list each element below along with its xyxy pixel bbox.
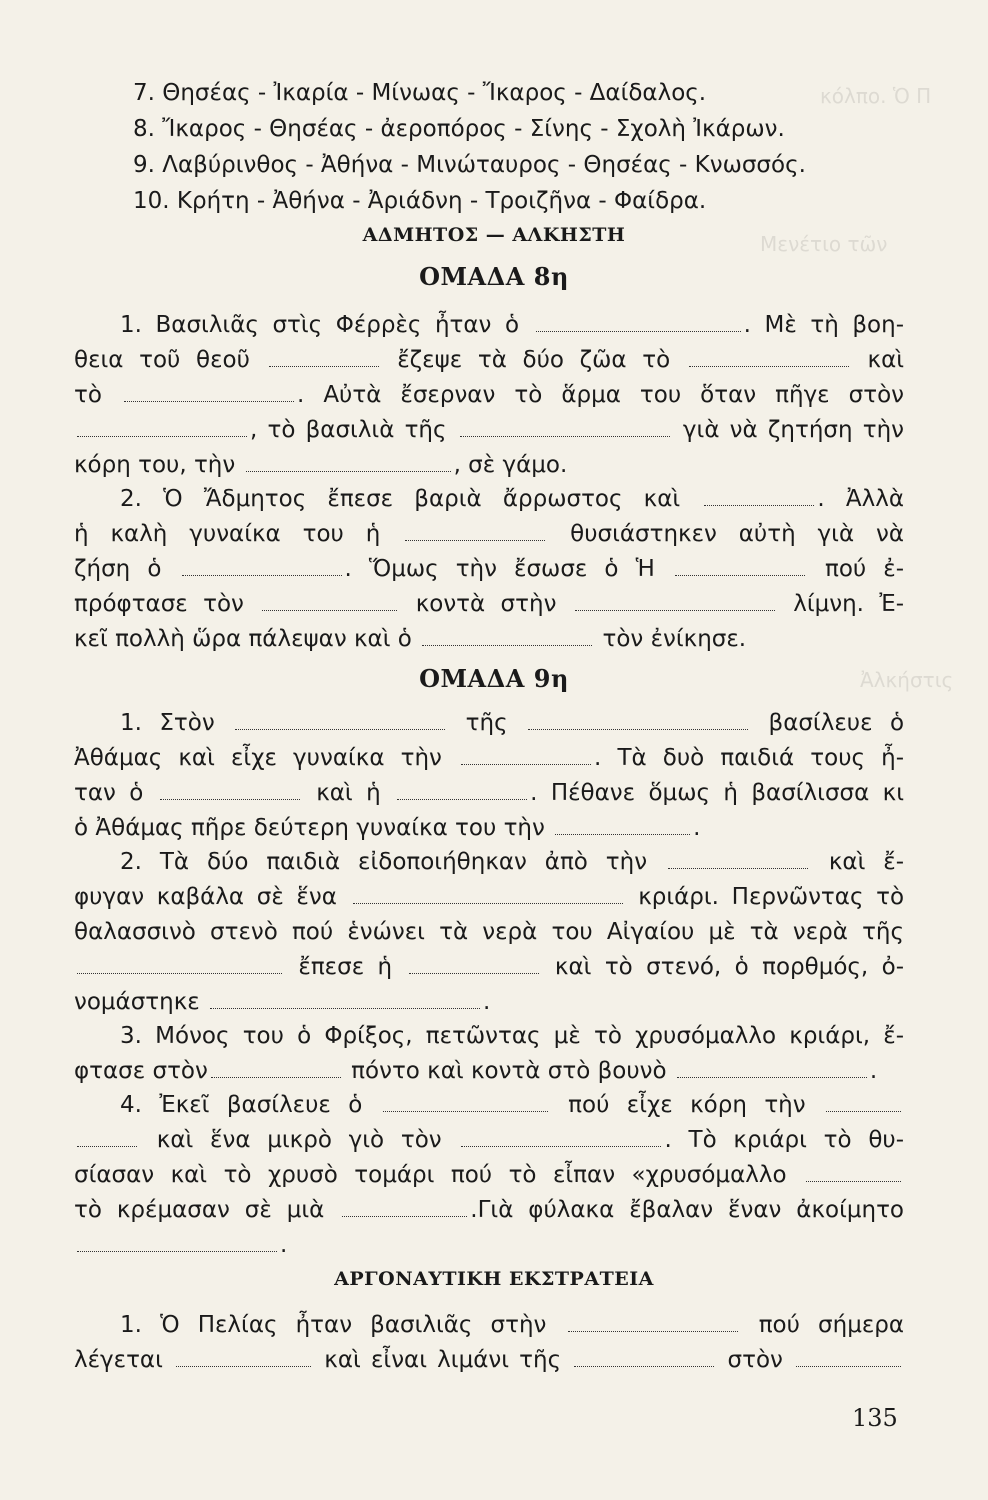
fill-in-blank[interactable]	[422, 644, 592, 646]
q9-4-line-5: .	[74, 1228, 904, 1262]
fill-in-blank[interactable]	[826, 1110, 901, 1112]
q9-1-line-2: Ἀθάμας καὶ εἶχε γυναίκα τὴν . Τὰ δυὸ παιδιά τους ἦ-	[74, 745, 905, 771]
q9-3-line-2: φτασε στὸν πόντο καὶ κοντὰ στὸ βουνὸ .	[74, 1058, 878, 1084]
fill-in-blank[interactable]	[461, 763, 591, 765]
bleed-through-text: Μενέτιο τῶν	[760, 232, 888, 256]
list-item-9: 9. Λαβύρινθος - Ἀθήνα - Μινώταυρος - Θησέας - Κνωσσός.	[133, 152, 806, 178]
list-item-8: 8. Ἴκαρος - Θησέας - ἀεροπόρος - Σίνης - Σχολὴ Ἰκάρων.	[133, 116, 785, 142]
q8-1-line-5: κόρη του, τὴν , σὲ γάμο.	[74, 452, 568, 478]
q8-2-line-3: ζήση ὁ . Ὅμως τὴν ἔσωσε ὁ Ἡ πού ἐ-	[74, 556, 905, 582]
q9-2-line-1: 2. Τὰ δύο παιδιὰ εἰδοποιήθηκαν ἀπὸ τὴν καὶ ἔ-	[120, 849, 904, 875]
fill-in-blank[interactable]	[574, 1365, 714, 1367]
fill-in-blank[interactable]	[124, 400, 294, 402]
fill-in-blank[interactable]	[536, 330, 741, 332]
q9-4-line-3: σίασαν καὶ τὸ χρυσὸ τομάρι πού τὸ εἶπαν «χρυσόμαλλο	[74, 1158, 904, 1192]
q8-2-line-4: πρόφτασε τὸν κοντὰ στὴν λίμνη. Ἐ-	[74, 591, 905, 617]
fill-in-blank[interactable]	[77, 1250, 277, 1252]
q9-2-line-5: νομάστηκε .	[74, 989, 491, 1015]
list-item-7: 7. Θησέας - Ἰκαρία - Μίνωας - Ἴκαρος - Δαίδαλος.	[133, 80, 707, 106]
q9-2-line-4: ἔπεσε ἡ καὶ τὸ στενό, ὁ πορθμός, ὀ-	[74, 950, 904, 984]
fill-in-blank[interactable]	[246, 470, 451, 472]
fill-in-blank[interactable]	[677, 1076, 867, 1078]
q9-1-line-1: 1. Στὸν τῆς βασίλευε ὁ	[120, 710, 905, 736]
fill-in-blank[interactable]	[397, 798, 527, 800]
fill-in-blank[interactable]	[77, 972, 282, 974]
fill-in-blank[interactable]	[409, 972, 539, 974]
fill-in-blank[interactable]	[176, 1365, 311, 1367]
q8-1-line-4: , τὸ βασιλιὰ τῆς γιὰ νὰ ζητήση τὴν	[74, 413, 904, 447]
fill-in-blank[interactable]	[568, 1330, 738, 1332]
fill-in-blank[interactable]	[689, 365, 849, 367]
fill-in-blank[interactable]	[460, 435, 670, 437]
q8-2-line-1: 2. Ὁ Ἄδμητος ἔπεσε βαριὰ ἄρρωστος καὶ . Ἀλλὰ	[120, 486, 904, 512]
q8-1-line-1: 1. Βασιλιᾶς στὶς Φέρρὲς ἦταν ὁ . Μὲ τὴ βοη-	[120, 312, 905, 338]
fill-in-blank[interactable]	[528, 728, 748, 730]
fill-in-blank[interactable]	[383, 1110, 548, 1112]
fill-in-blank[interactable]	[353, 902, 623, 904]
fill-in-blank[interactable]	[160, 798, 300, 800]
fill-in-blank[interactable]	[461, 1145, 661, 1147]
arg-1-line-2: λέγεται καὶ εἶναι λιμάνι τῆς στὸν	[74, 1343, 904, 1377]
fill-in-blank[interactable]	[704, 504, 814, 506]
q9-4-line-1: 4. Ἐκεῖ βασίλευε ὁ πού εἶχε κόρη τὴν	[120, 1088, 904, 1122]
fill-in-blank[interactable]	[342, 1215, 467, 1217]
fill-in-blank[interactable]	[211, 1076, 341, 1078]
fill-in-blank[interactable]	[77, 435, 247, 437]
q9-1-line-3: ταν ὁ καὶ ἡ . Πέθανε ὅμως ἡ βασίλισσα κι	[74, 780, 905, 806]
q9-3-line-1: 3. Μόνος του ὁ Φρίξος, πετῶντας μὲ τὸ χρυσόμαλλο κριάρι, ἔ-	[120, 1023, 904, 1049]
fill-in-blank[interactable]	[675, 574, 805, 576]
q9-2-line-3: θαλασσινὸ στενὸ πού ἑνώνει τὰ νερὰ του Αἰγαίου μὲ τὰ νερὰ τῆς	[74, 919, 904, 945]
list-item-10: 10. Κρήτη - Ἀθήνα - Ἀριάδνη - Τροιζῆνα - Φαίδρα.	[133, 188, 707, 214]
q9-1-line-4: ὁ Ἀθάμας πῆρε δεύτερη γυναίκα του τὴν .	[74, 815, 701, 841]
fill-in-blank[interactable]	[575, 609, 775, 611]
q9-4-line-4: τὸ κρέμασαν σὲ μιὰ .Γιὰ φύλακα ἔβαλαν ἕναν ἀκοίμητο	[74, 1197, 904, 1223]
group-title-9: ΟΜΑΔΑ 9η	[419, 664, 569, 693]
q8-1-line-2: θεια τοῦ θεοῦ ἔζεψε τὰ δύο ζῶα τὸ καὶ	[74, 347, 905, 373]
bleed-through-text: Ἀλκήστις	[860, 668, 954, 692]
fill-in-blank[interactable]	[235, 728, 445, 730]
fill-in-blank[interactable]	[77, 1145, 137, 1147]
fill-in-blank[interactable]	[269, 365, 379, 367]
q8-2-line-2: ἡ καλὴ γυναίκα του ἡ θυσιάστηκεν αὐτὴ γιὰ νὰ	[74, 521, 905, 547]
group-title-8: ΟΜΑΔΑ 8η	[419, 262, 569, 291]
section-title-admetos: ΑΔΜΗΤΟΣ — ΑΛΚΗΣΤΗ	[362, 224, 626, 246]
q9-4-line-2: καὶ ἕνα μικρὸ γιὸ τὸν . Τὸ κριάρι τὸ θυ-	[74, 1123, 904, 1157]
arg-1-line-1: 1. Ὁ Πελίας ἦταν βασιλιᾶς στὴν πού σήμερα	[120, 1312, 905, 1338]
fill-in-blank[interactable]	[796, 1365, 901, 1367]
q8-2-line-5: κεῖ πολλὴ ὥρα πάλεψαν καὶ ὁ τὸν ἐνίκησε.	[74, 626, 747, 652]
q9-2-line-2: φυγαν καβάλα σὲ ἕνα κριάρι. Περνῶντας τὸ	[74, 884, 905, 910]
fill-in-blank[interactable]	[262, 609, 397, 611]
fill-in-blank[interactable]	[555, 833, 690, 835]
page-number: 135	[852, 1404, 898, 1432]
fill-in-blank[interactable]	[405, 539, 545, 541]
bleed-through-text: κόλπο. Ὁ Π	[820, 84, 932, 108]
section-title-argonautiki: ΑΡΓΟΝΑΥΤΙΚΗ ΕΚΣΤΡΑΤΕΙΑ	[334, 1268, 654, 1290]
q8-1-line-3: τὸ . Αὐτὰ ἔσερναν τὸ ἅρμα του ὅταν πῆγε στὸν	[74, 382, 905, 408]
fill-in-blank[interactable]	[806, 1180, 901, 1182]
fill-in-blank[interactable]	[182, 574, 342, 576]
fill-in-blank[interactable]	[210, 1007, 480, 1009]
fill-in-blank[interactable]	[668, 867, 808, 869]
